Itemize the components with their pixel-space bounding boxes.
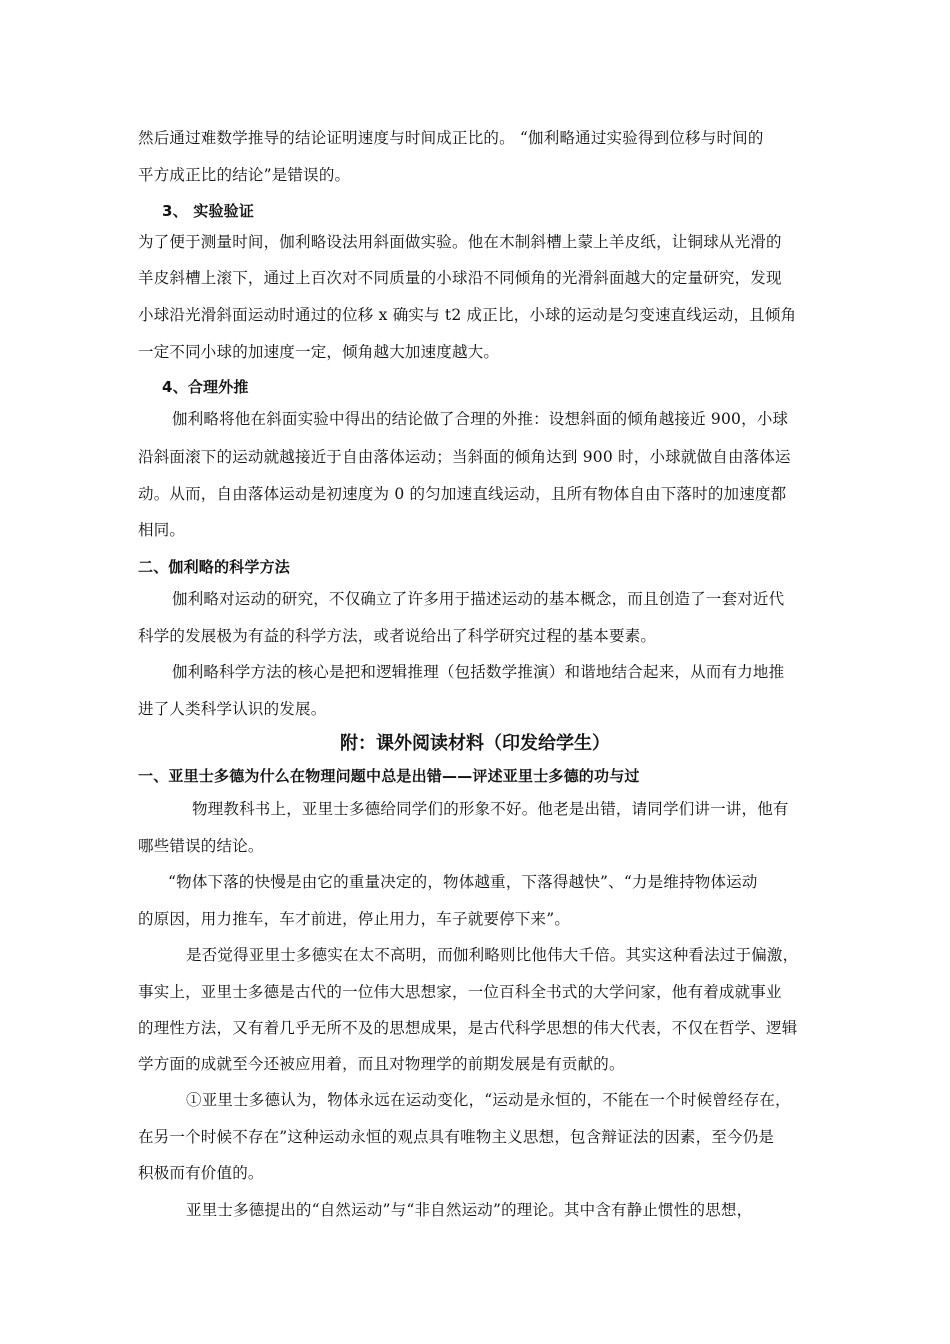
paragraph-line: 的理性方法，又有着几乎无所不及的思想成果，是古代科学思想的伟大代表，不仅在哲学、逻辑 (138, 1019, 798, 1037)
subheading-extrapolation: 4、合理外推 (162, 378, 249, 396)
paragraph-line: 伽利略科学方法的核心是把和逻辑推理（包括数学推演）和谐地结合起来，从而有力地推 (172, 663, 785, 681)
paragraph-line: 物理教科书上，亚里士多德给同学们的形象不好。他老是出错，请同学们讲一讲，他有 (192, 800, 789, 818)
paragraph-line: 小球沿光滑斜面运动时通过的位移 x 确实与 t2 成正比，小球的运动是匀变速直线运动，且倾角 (138, 306, 797, 324)
paragraph-line: 相同。 (138, 521, 186, 539)
section-heading-method: 二、伽利略的科学方法 (138, 558, 291, 576)
paragraph-line: 哪些错误的结论。 (138, 837, 264, 855)
paragraph-line: 在另一个时候不存在”这种运动永恒的观点具有唯物主义思想，包含辩证法的因素，至今仍是 (138, 1128, 775, 1146)
paragraph-line: 一定不同小球的加速度一定，倾角越大加速度越大。 (138, 343, 500, 361)
paragraph-line: 沿斜面滚下的运动就越接近于自由落体运动；当斜面的倾角达到 900 时，小球就做自由落体运 (138, 448, 791, 466)
paragraph-line: 伽利略将他在斜面实验中得出的结论做了合理的外推：设想斜面的倾角越接近 900，小球 (172, 410, 789, 428)
paragraph-line: 积极而有价值的。 (138, 1164, 264, 1182)
paragraph-line: 亚里士多德提出的“自然运动”与“非自然运动”的理论。其中含有静止惯性的思想， (186, 1201, 753, 1219)
paragraph-line: 然后通过难数学推导的结论证明速度与时间成正比的。 “伽利略通过实验得到位移与时间的 (138, 129, 764, 147)
paragraph-line: 事实上，亚里士多德是古代的一位伟大思想家，一位百科全书式的大学问家，他有着成就事业 (138, 983, 782, 1001)
paragraph-line: 的原因，用力推车，车才前进，停止用力，车子就要停下来”。 (138, 910, 571, 928)
section-heading-aristotle: 一、亚里士多德为什么在物理问题中总是出错——评述亚里士多德的功与过 (138, 767, 640, 785)
paragraph-line: 学方面的成就至今还被应用着，而且对物理学的前期发展是有贡献的。 (138, 1055, 625, 1073)
paragraph-line: 羊皮斜槽上滚下，通过上百次对不同质量的小球沿不同倾角的光滑斜面越大的定量研究，发现 (138, 269, 782, 287)
paragraph-line: ①亚里士多德认为，物体永远在运动变化，“运动是永恒的，不能在一个时候曾经存在， (186, 1091, 791, 1109)
paragraph-line: 平方成正比的结论”是错误的。 (138, 166, 351, 184)
appendix-title: 附：课外阅读材料（印发给学生） (340, 733, 610, 754)
paragraph-line: 动。从而，自由落体运动是初速度为 0 的匀加速直线运动，且所有物体自由下落时的加速度都 (138, 485, 787, 503)
paragraph-line: 是否觉得亚里士多德实在太不高明，而伽利略则比他伟大千倍。其实这种看法过于偏激， (186, 946, 799, 964)
paragraph-line: 进了人类科学认识的发展。 (138, 700, 327, 718)
paragraph-line: 伽利略对运动的研究，不仅确立了许多用于描述运动的基本概念，而且创造了一套对近代 (172, 590, 785, 608)
paragraph-line: 为了便于测量时间，伽利略设法用斜面做实验。他在木制斜槽上蒙上羊皮纸，让铜球从光滑的 (138, 233, 782, 251)
subheading-experiment: 3、 实验验证 (162, 202, 255, 220)
paragraph-line: 科学的发展极为有益的科学方法，或者说给出了科学研究过程的基本要素。 (138, 627, 657, 645)
paragraph-line: “物体下落的快慢是由它的重量决定的，物体越重，下落得越快”、“力是维持物体运动 (168, 873, 758, 891)
